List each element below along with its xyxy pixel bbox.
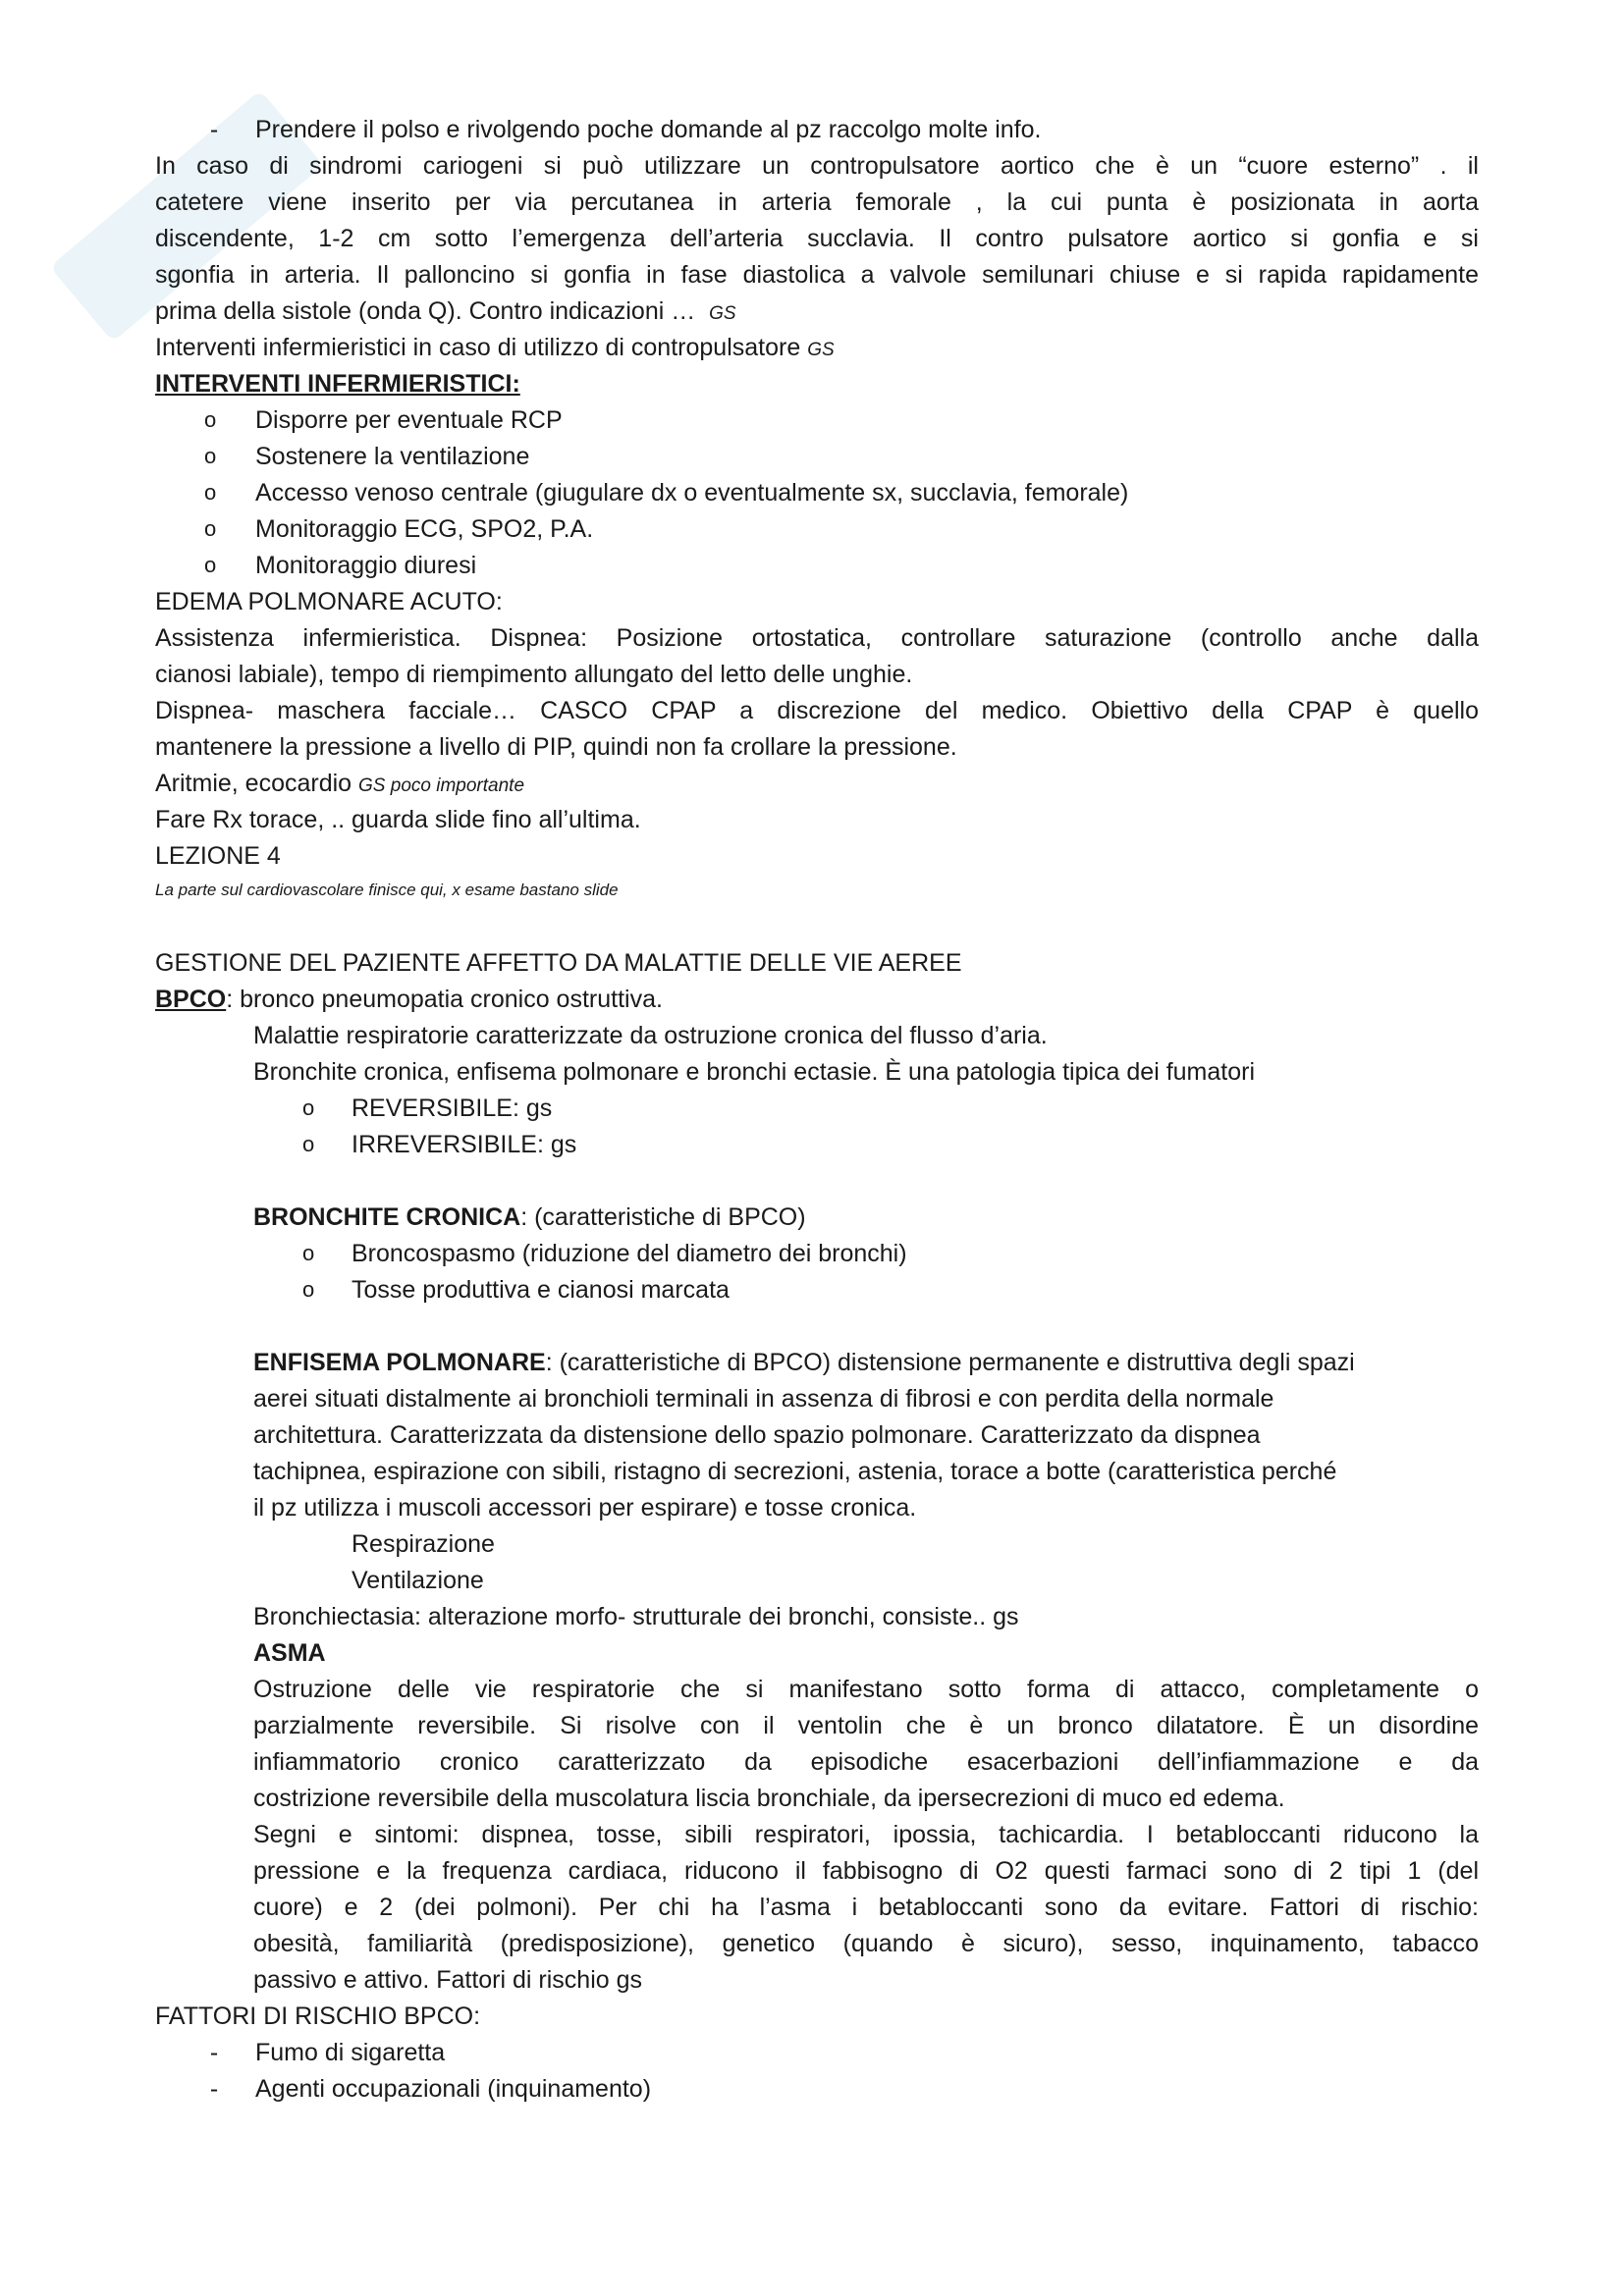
paragraph-line: BPCO: bronco pneumopatia cronico ostruttiva. (155, 986, 663, 1013)
dash-marker: - (209, 2039, 219, 2066)
paragraph-line: architettura. Caratterizzata da distensione dello spazio polmonare. Caratterizzato da dispnea (253, 1421, 1261, 1449)
section-heading: ASMA (253, 1639, 326, 1667)
paragraph-line: costrizione reversibile della muscolatura liscia bronchiale, da ipersecrezioni di muco ed edema. (253, 1785, 1285, 1812)
paragraph-line: obesità, familiarità (predisposizione), genetico (quando è sicuro), sesso, inquinamento, tabacco (253, 1930, 1479, 1957)
lesson-heading: LEZIONE 4 (155, 842, 281, 870)
paragraph-line: parzialmente reversibile. Si risolve con il ventolin che è un bronco dilatatore. È un disordine (253, 1712, 1479, 1739)
section-heading: INTERVENTI INFERMIERISTICI: (155, 370, 520, 398)
paragraph-line: Fare Rx torace, .. guarda slide fino all’ultima. (155, 806, 641, 833)
term-bronchite: BRONCHITE CRONICA (253, 1203, 521, 1231)
term-bpco: BPCO (155, 986, 227, 1013)
paragraph-line: Dispnea- maschera facciale… CASCO CPAP a discrezione del medico. Obiettivo della CPAP è quello (155, 697, 1479, 724)
paragraph-line: passivo e attivo. Fattori di rischio gs (253, 1966, 642, 1994)
paragraph-line: In caso di sindromi cariogeni si può utilizzare un contropulsatore aortico che è un “cuore esterno” . il (155, 152, 1479, 180)
sub-item: Respirazione (352, 1530, 495, 1558)
paragraph-line: Aritmie, ecocardio GS poco importante (155, 770, 525, 797)
paragraph-line: Assistenza infermieristica. Dispnea: Posizione ortostatica, controllare saturazione (controllo anche dalla (155, 624, 1479, 652)
paragraph-line: Segni e sintomi: dispnea, tosse, sibili respiratori, ipossia, tachicardia. I betabloccanti riducono la (253, 1821, 1479, 1848)
paragraph-line: BRONCHITE CRONICA: (caratteristiche di BPCO) (253, 1203, 806, 1231)
paragraph-line: Ostruzione delle vie respiratorie che si manifestano sotto forma di attacco, completamente o (253, 1676, 1479, 1703)
paragraph-line: tachipnea, espirazione con sibili, ristagno di secrezioni, astenia, torace a botte (caratteristica perché (253, 1458, 1337, 1485)
section-heading: FATTORI DI RISCHIO BPCO: (155, 2002, 481, 2030)
paragraph-line: cianosi labiale), tempo di riempimento allungato del letto delle unghie. (155, 661, 913, 688)
lesson-note: La parte sul cardiovascolare finisce qui, x esame bastano slide (155, 881, 619, 899)
paragraph-line: sgonfia in arteria. Il palloncino si gonfia in fase diastolica a valvole semilunari chiuse e si rapida rapidamente (155, 261, 1479, 289)
paragraph-line: catetere viene inserito per via percutanea in arteria femorale , la cui punta è posizionata in aorta (155, 188, 1479, 216)
paragraph-line: prima della sistole (onda Q). Contro indicazioni … GS (155, 297, 736, 325)
paragraph-line: aerei situati distalmente ai bronchioli terminali in assenza di fibrosi e con perdita della normale (253, 1385, 1274, 1413)
dash-marker: - (209, 2075, 219, 2103)
paragraph-line: ENFISEMA POLMONARE: (caratteristiche di BPCO) distensione permanente e distruttiva degli spazi (253, 1349, 1355, 1376)
paragraph-line: infiammatorio cronico caratterizzato da episodiche esacerbazioni dell’infiammazione e da (253, 1748, 1479, 1776)
sub-item: Ventilazione (352, 1567, 484, 1594)
paragraph-line: Interventi infermieristici in caso di utilizzo di contropulsatore GS (155, 334, 835, 361)
note: GS (709, 303, 736, 324)
section-heading: EDEMA POLMONARE ACUTO: (155, 588, 503, 615)
note: GS poco importante (358, 775, 525, 796)
term-enfisema: ENFISEMA POLMONARE (253, 1349, 546, 1376)
paragraph-line: Bronchite cronica, enfisema polmonare e bronchi ectasie. È una patologia tipica dei fumatori (253, 1058, 1256, 1086)
paragraph-line: il pz utilizza i muscoli accessori per espirare) e tosse cronica. (253, 1494, 917, 1522)
paragraph-line: Malattie respiratorie caratterizzate da ostruzione cronica del flusso d’aria. (253, 1022, 1048, 1049)
paragraph-line: pressione e la frequenza cardiaca, riducono il fabbisogno di O2 questi farmaci sono di 2 tipi 1 (del (253, 1857, 1479, 1885)
note: GS (807, 340, 835, 360)
paragraph-line: cuore) e 2 (dei polmoni). Per chi ha l’asma i betabloccanti sono da evitare. Fattori di rischio: (253, 1894, 1479, 1921)
paragraph-line: discendente, 1-2 cm sotto l’emergenza dell’arteria succlavia. Il contro pulsatore aortico si gonfia e si (155, 225, 1479, 252)
section-heading: GESTIONE DEL PAZIENTE AFFETTO DA MALATTIE DELLE VIE AEREE (155, 949, 962, 977)
paragraph-line: mantenere la pressione a livello di PIP, quindi non fa crollare la pressione. (155, 733, 957, 761)
dash-marker: - (209, 116, 219, 143)
paragraph-line: Bronchiectasia: alterazione morfo- strutturale dei bronchi, consiste.. gs (253, 1603, 1019, 1630)
